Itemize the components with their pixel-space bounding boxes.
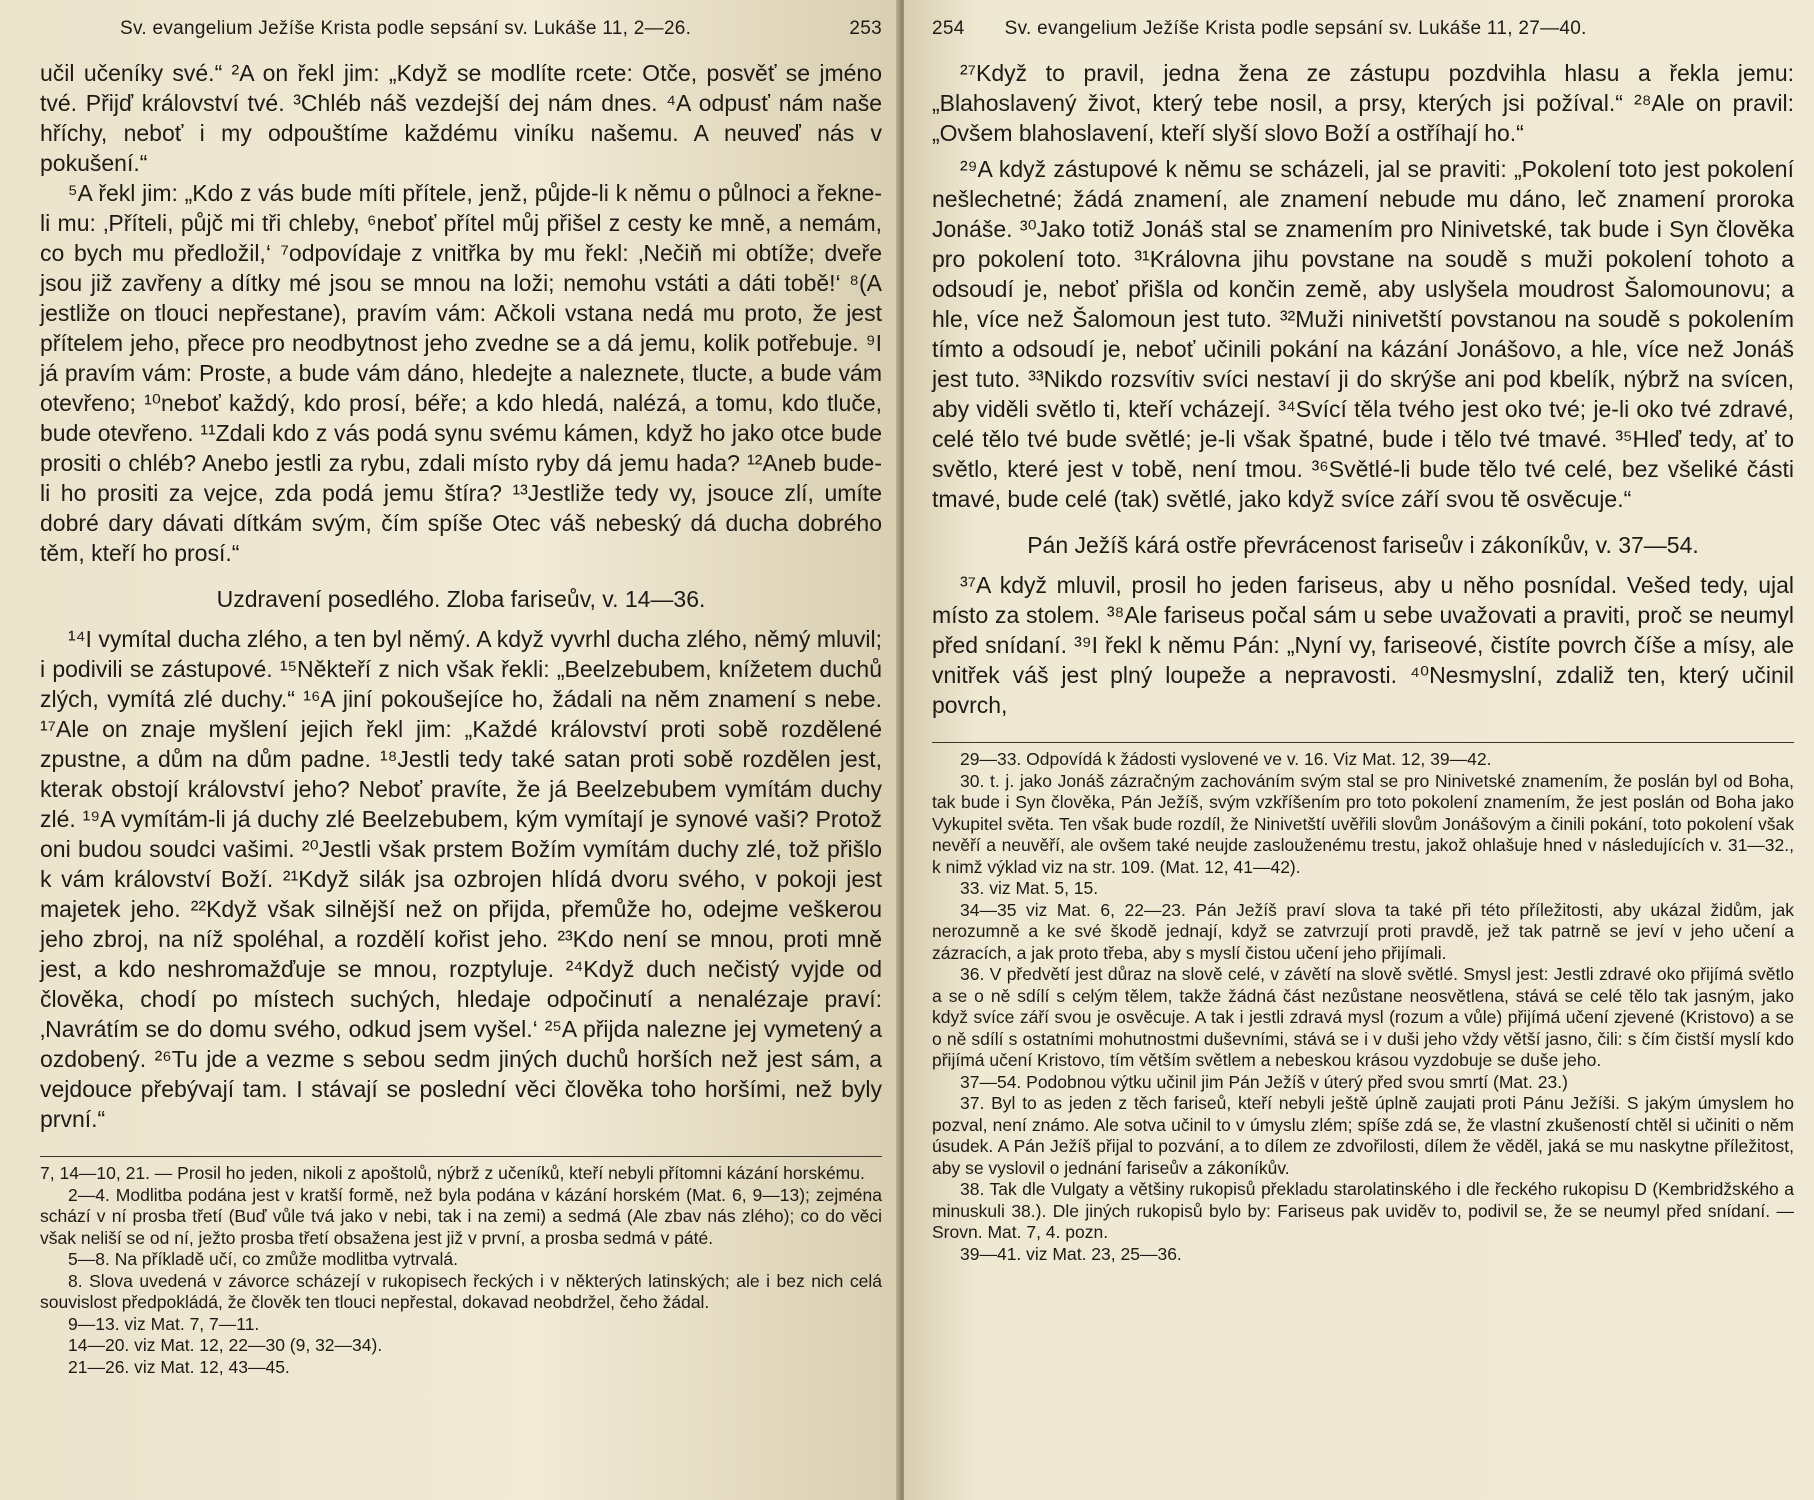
left-running-title: Sv. evangelium Ježíše Krista podle sepsání sv. Lukáše 11, 2—26. <box>120 18 692 39</box>
footnote: 38. Tak dle Vulgaty a většiny rukopisů překladu starolatinského i dle řeckého rukopisu D (Kembridžského a minuskuli 38.). Dle jiných rukopisů bylo by: Fariseus pak uviděv to, podivil se, že se neumyl před snídaní. — Srovn. Mat. 7, 4. pozn. <box>932 1179 1794 1242</box>
footnote: 37—54. Podobnou výtku učinil jim Pán Ježíš v úterý před svou smrtí (Mat. 23.) <box>960 1071 1568 1092</box>
left-paragraph: ⁵A řekl jim: „Kdo z vás bude míti přítele, jenž, půjde-li k němu o půlnoci a řekne-li mu: ‚Příteli, půjč mi tři chleby, ⁶neboť přítel můj přišel z cesty ke mně, a nemám, co bych mu předložil,‘ ⁷odpovídaje z vnitřka by mu řekl: ‚Nečiň mi obtíže; dveře jsou již zavřeny a dítky mé jsou se mnou na loži; nemohu vstáti a dáti tobě!‘ ⁸(A jestliže on tlouci nepřestane), pravím vám: Ačkoli vstana nedá mu proto, že jest přítelem jeho, přece pro neodbytnost jeho zvedne se a dá jemu, kolik potřebuje. ⁹I já pravím vám: Proste, a bude vám dáno, hledejte a naleznete, tlucte, a bude vám otevřeno; ¹⁰neboť každý, kdo prosí, béře; a kdo hledá, nalézá, a tomu, kdo tluče, bude otevřeno. ¹¹Zdali kdo z vás podá synu svému kámen, když ho jako otce bude prositi o chléb? Anebo jestli za rybu, zdali místo ryby dá jemu hada? ¹²Aneb bude-li ho prositi za vejce, zda podá jemu štíra? ¹³Jestliže tedy vy, jsouce zlí, umíte dobré dary dávati dítkám svým, čím spíše Otec váš nebeský dá ducha dobrého těm, kteří ho prosí.“ <box>40 180 882 566</box>
left-running-head <box>40 18 882 40</box>
right-paragraph: ³⁷A když mluvil, prosil ho jeden fariseus, aby u něho posnídal. Vešed tedy, ujal místo za stolem. ³⁸Ale fariseus počal sám u sebe uvažovati a praviti, proč se neumyl před snídaní. ³⁹I řekl k němu Pán: „Nyní vy, fariseové, čistíte povrch číše a mísy, ale vnitřek váš jest plný loupeže a nepravosti. ⁴⁰Nesmyslní, zdaliž ten, který učinil povrch, <box>932 572 1794 718</box>
footnote: 36. V předvětí jest důraz na slově celé, v závětí na slově světlé. Smysl jest: Jestli zdravé oko přijímá světlo a se o ně sdílí s celým tělem, takže žádná část nezůstane neosvětlena, stává se celé tělo tak jasným, jako když svíce září svou je osvěcuje. A tak i jestli zdravá mysl (rozum a vůle) přijímá učení zjevené (Kristovo) a se o ně sdílí s ostatními mohutnostmi duševními, stává se i v duši jeho vždy větší jasno, čili: s čím čistší myslí kdo přijímá učení Kristovo, tím větším světlem a nebeskou krásou vyzdobuje se duše jeho. <box>932 964 1794 1070</box>
footnote: 39—41. viz Mat. 23, 25—36. <box>960 1243 1182 1264</box>
footnote: 21—26. viz Mat. 12, 43—45. <box>68 1356 290 1377</box>
footnote: 8. Slova uvedená v závorce scházejí v rukopisech řeckých i v některých latinských; ale i bez nich celá souvislost předpokládá, že člověk ten tlouci nepřestal, dokavad neobdržel, čeho žádal. <box>40 1270 882 1312</box>
right-body-text <box>932 58 1794 720</box>
right-running-title: Sv. evangelium Ježíše Krista podle sepsání sv. Lukáše 11, 27—40. <box>1004 18 1587 39</box>
footnote: 9—13. viz Mat. 7, 7—11. <box>68 1313 260 1334</box>
right-paragraph: ²⁷Když to pravil, jedna žena ze zástupu pozdvihla hlasu a řekla jemu: „Blahoslavený život, který tebe nosil, a prsy, kterých jsi požíval.“ ²⁸Ale on pravil: „Ovšem blahoslavení, kteří slyší slovo Boží a ostříhají ho.“ <box>932 60 1794 146</box>
left-page-number: 253 <box>849 18 882 39</box>
footnote: 29—33. Odpovídá k žádosti vyslovené ve v. 16. Viz Mat. 12, 39—42. <box>960 749 1492 769</box>
footnote: 7, 14—10, 21. — Prosil ho jeden, nikoli z apoštolů, nýbrž z učeníků, kteří nebyli přítomni kázání horskému. <box>40 1163 865 1183</box>
left-section-heading: Uzdravení posedlého. Zloba fariseův, v. 14—36. <box>216 586 706 612</box>
footnote: 30. t. j. jako Jonáš zázračným zachováním svým stal se pro Ninivetské znamením, že poslán byl od Boha, tak bude i Syn člověka, Pán Ježíš, svým vzkříšením pro toto pokolení znamením, že jest poslán od Boha jako Vykupitel světa. Ten však bude rozdíl, že Ninivetští uvěřili slovům Jonášovým a činili pokání, toto pokolení však nevěří a neuvěří, ale ovšem také neujde zaslouženému trestu, jakož ohlašuje hned v následujících v. 31—32., k nimž výklad viz na str. 109. (Mat. 12, 41—42). <box>932 770 1794 877</box>
right-page <box>904 0 1814 1500</box>
left-footnotes <box>40 1163 882 1378</box>
left-paragraph: učil učeníky své.“ ²A on řekl jim: „Když se modlíte rcete: Otče, posvěť se jméno tvé. Přijď království tvé. ³Chléb náš vezdejší dej nám dnes. ⁴A odpusť nám naše hříchy, neboť i my odpouštíme každému viníku našemu. A neuveď nás v pokušení.“ <box>40 60 882 176</box>
right-section-heading: Pán Ježíš kárá ostře převrácenost fariseův i zákoníkův, v. 37—54. <box>1027 532 1699 558</box>
footnote: 2—4. Modlitba podána jest v kratší formě, než byla podána v kázání horském (Mat. 6, 9—13); zejména schází v ní prosba třetí (Buď vůle tvá jako v nebi, tak i na zemi) a sedmá (Ale zbav nás zlého); co do věci však neliší se od ní, ježto prosba třetí obsažena jest již v první, a prosba sedmá v páté. <box>40 1184 882 1248</box>
right-paragraph: ²⁹A když zástupové k němu se scházeli, jal se praviti: „Pokolení toto jest pokolení nešlechetné; žádá znamení, ale znamení nebude mu dáno, leč znamení proroka Jonáše. ³⁰Jako totiž Jonáš stal se znamením pro Ninivetské, tak bude i Syn člověka pro pokolení toto. ³¹Královna jihu povstane na soudě s muži pokolení tohoto a odsoudí je, neboť přišla od končin země, aby uslyšela moudrost Šalomounovu; a hle, více než Šalomoun jest tuto. ³²Muži ninivetští povstanou na soudě s pokolením tímto a odsoudí je, neboť učinili pokání na kázání Jonášovo, a hle, více než Jonáš jest tuto. ³³Nikdo rozsvítiv svíci nestaví ji do skrýše ani pod kbelík, nýbrž na svícen, aby viděli světlo ti, kteří vcházejí. ³⁴Svící těla tvého jest oko tvé; je-li oko tvé zdravé, celé tělo tvé bude světlé; je-li však špatné, bude i tělo tvé tmavé. ³⁵Hleď tedy, ať to světlo, které jest v tobě, není tmou. ³⁶Světlé-li bude tělo tvé celé, bez všeliké části tmavé, bude celé (tak) světlé, jako když svíce září svou tě osvěcuje.“ <box>932 156 1794 512</box>
footnote: 34—35 viz Mat. 6, 22—23. Pán Ježíš praví slova ta také při této příležitosti, aby ukázal židům, jak nerozumně a ke své škodě jednají, když se zatvrzují proti pravdě, jež tak patrně se jeví v jeho učení a zázracích, a jak proto třeba, aby s myslí čistou učení jeho přijímali. <box>932 899 1794 963</box>
left-body-text <box>40 58 882 1134</box>
footnote: 37. Byl to as jeden z těch fariseů, kteří nebyli ještě úplně zaujati proti Pánu Ježíši. S jakým úmyslem ho pozval, není známo. Ale sotva učinil to v úmyslu zlém; spíše zdá se, že vlastní zkušeností chtěl si učiniti o něm úsudek. A Pán Ježíš přijal to pozvání, a to dílem ze zdvořilosti, dílem že věděl, jaká se mu naskytne příležitost, aby se vyslovil o jednání fariseův a zákoníkův. <box>932 1093 1794 1178</box>
footnote: 14—20. viz Mat. 12, 22—30 (9, 32—34). <box>68 1335 383 1355</box>
right-footnotes <box>932 749 1794 1265</box>
footnote: 5—8. Na příkladě učí, co zmůže modlitba vytrvalá. <box>68 1249 459 1269</box>
right-page-number: 254 <box>932 18 965 39</box>
left-notes-divider <box>40 1156 882 1157</box>
footnote: 33. viz Mat. 5, 15. <box>960 878 1099 898</box>
left-page <box>0 0 900 1500</box>
right-notes-divider <box>932 742 1794 743</box>
right-running-head <box>932 18 1794 40</box>
left-paragraph: ¹⁴I vymítal ducha zlého, a ten byl němý. A když vyvrhl ducha zlého, němý mluvil; i podivili se zástupové. ¹⁵Někteří z nich však řekli: „Beelzebubem, knížetem duchů zlých, vymítá zlé duchy.“ ¹⁶A jiní pokoušejíce ho, žádali na něm znamení s nebe. ¹⁷Ale on znaje myšlení jejich řekl jim: „Každé království proti sobě rozdělené zpustne, a dům na dům padne. ¹⁸Jestli tedy také satan proti sobě rozdělen jest, kterak obstojí království jeho? Neboť pravíte, že já Beelzebubem vymítám duchy zlé. ¹⁹A vymítám-li já duchy zlé Beelzebubem, kým vymítají je synové vaši? Protož oni budou soudci vašimi. ²⁰Jestli však prstem Božím vymítám duchy zlé, tož přišlo k vám království Boží. ²¹Když silák jsa ozbrojen hlídá dvoru svého, v pokoji jest majetek jeho. ²²Když však silnější než on přijda, přemůže ho, odejme veškerou jeho zbroj, na níž spoléhal, a rozdělí kořist jeho. ²³Kdo není se mnou, proti mně jest, a kdo neshromažďuje se mnou, rozptyluje. ²⁴Když duch nečistý vyjde od člověka, chodí po místech suchých, hledaje odpočinutí a nenalézaje praví: ‚Navrátím se do domu svého, odkud jsem vyšel.‘ ²⁵A přijda nalezne jej vymetený a ozdobený. ²⁶Tu jde a vezme s sebou sedm jiných duchů horších než jest sám, a vejdouce přebývají tam. I stávají se poslední věci člověka toho horšími, než byly první.“ <box>40 626 882 1132</box>
